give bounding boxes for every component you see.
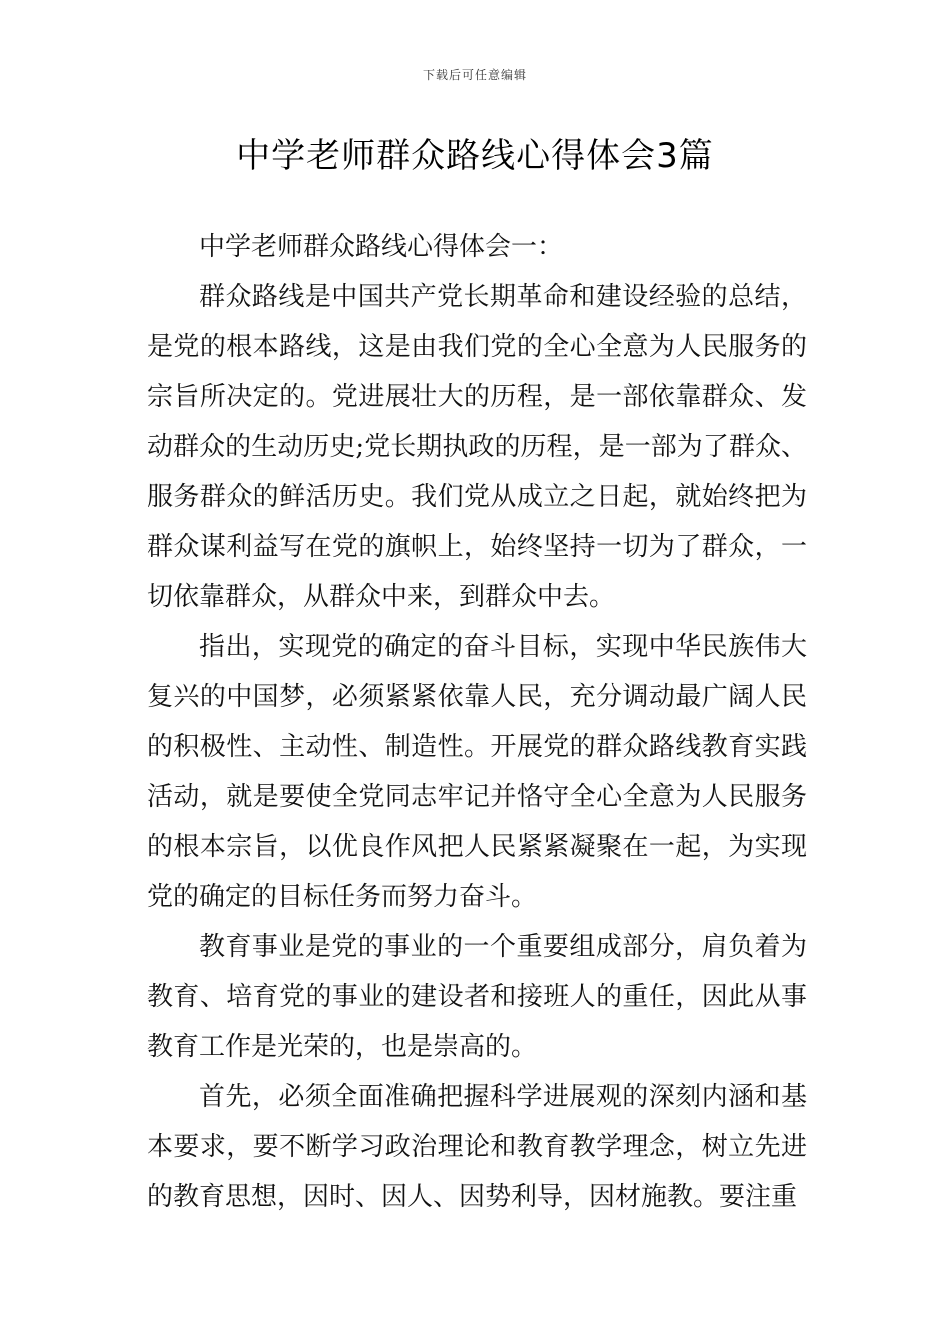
- paragraph: 教育事业是党的事业的一个重要组成部分，肩负着为教育、培育党的事业的建设者和接班人的重任，因此从事教育工作是光荣的，也是崇高的。: [147, 932, 807, 1062]
- document-body: [147, 222, 807, 1222]
- paragraph: 群众路线是中国共产党长期革命和建设经验的总结，是党的根本路线，这是由我们党的全心全意为人民服务的宗旨所决定的。党进展壮大的历程，是一部依靠群众、发动群众的生动历史;党长期执政的历程，是一部为了群众、服务群众的鲜活历史。我们党从成立之日起，就始终把为群众谋利益写在党的旗帜上，始终坚持一切为了群众，一切依靠群众，从群众中来，到群众中去。: [147, 282, 807, 612]
- paragraph: 首先，必须全面准确把握科学进展观的深刻内涵和基本要求，要不断学习政治理论和教育教学理念，树立先进的教育思想，因时、因人、因势利导，因材施教。要注重: [147, 1082, 807, 1212]
- document-title: 中学老师群众路线心得体会3篇: [236, 136, 714, 176]
- paragraph-subtitle: 中学老师群众路线心得体会一：: [199, 232, 564, 262]
- header-note: 下载后可任意编辑: [422, 68, 527, 82]
- paragraph: 指出，实现党的确定的奋斗目标，实现中华民族伟大复兴的中国梦，必须紧紧依靠人民，充分调动最广阔人民的积极性、主动性、制造性。开展党的群众路线教育实践活动，就是要使全党同志牢记并恪守全心全意为人民服务的根本宗旨，以优良作风把人民紧紧凝聚在一起，为实现党的确定的目标任务而努力奋斗。: [147, 632, 807, 912]
